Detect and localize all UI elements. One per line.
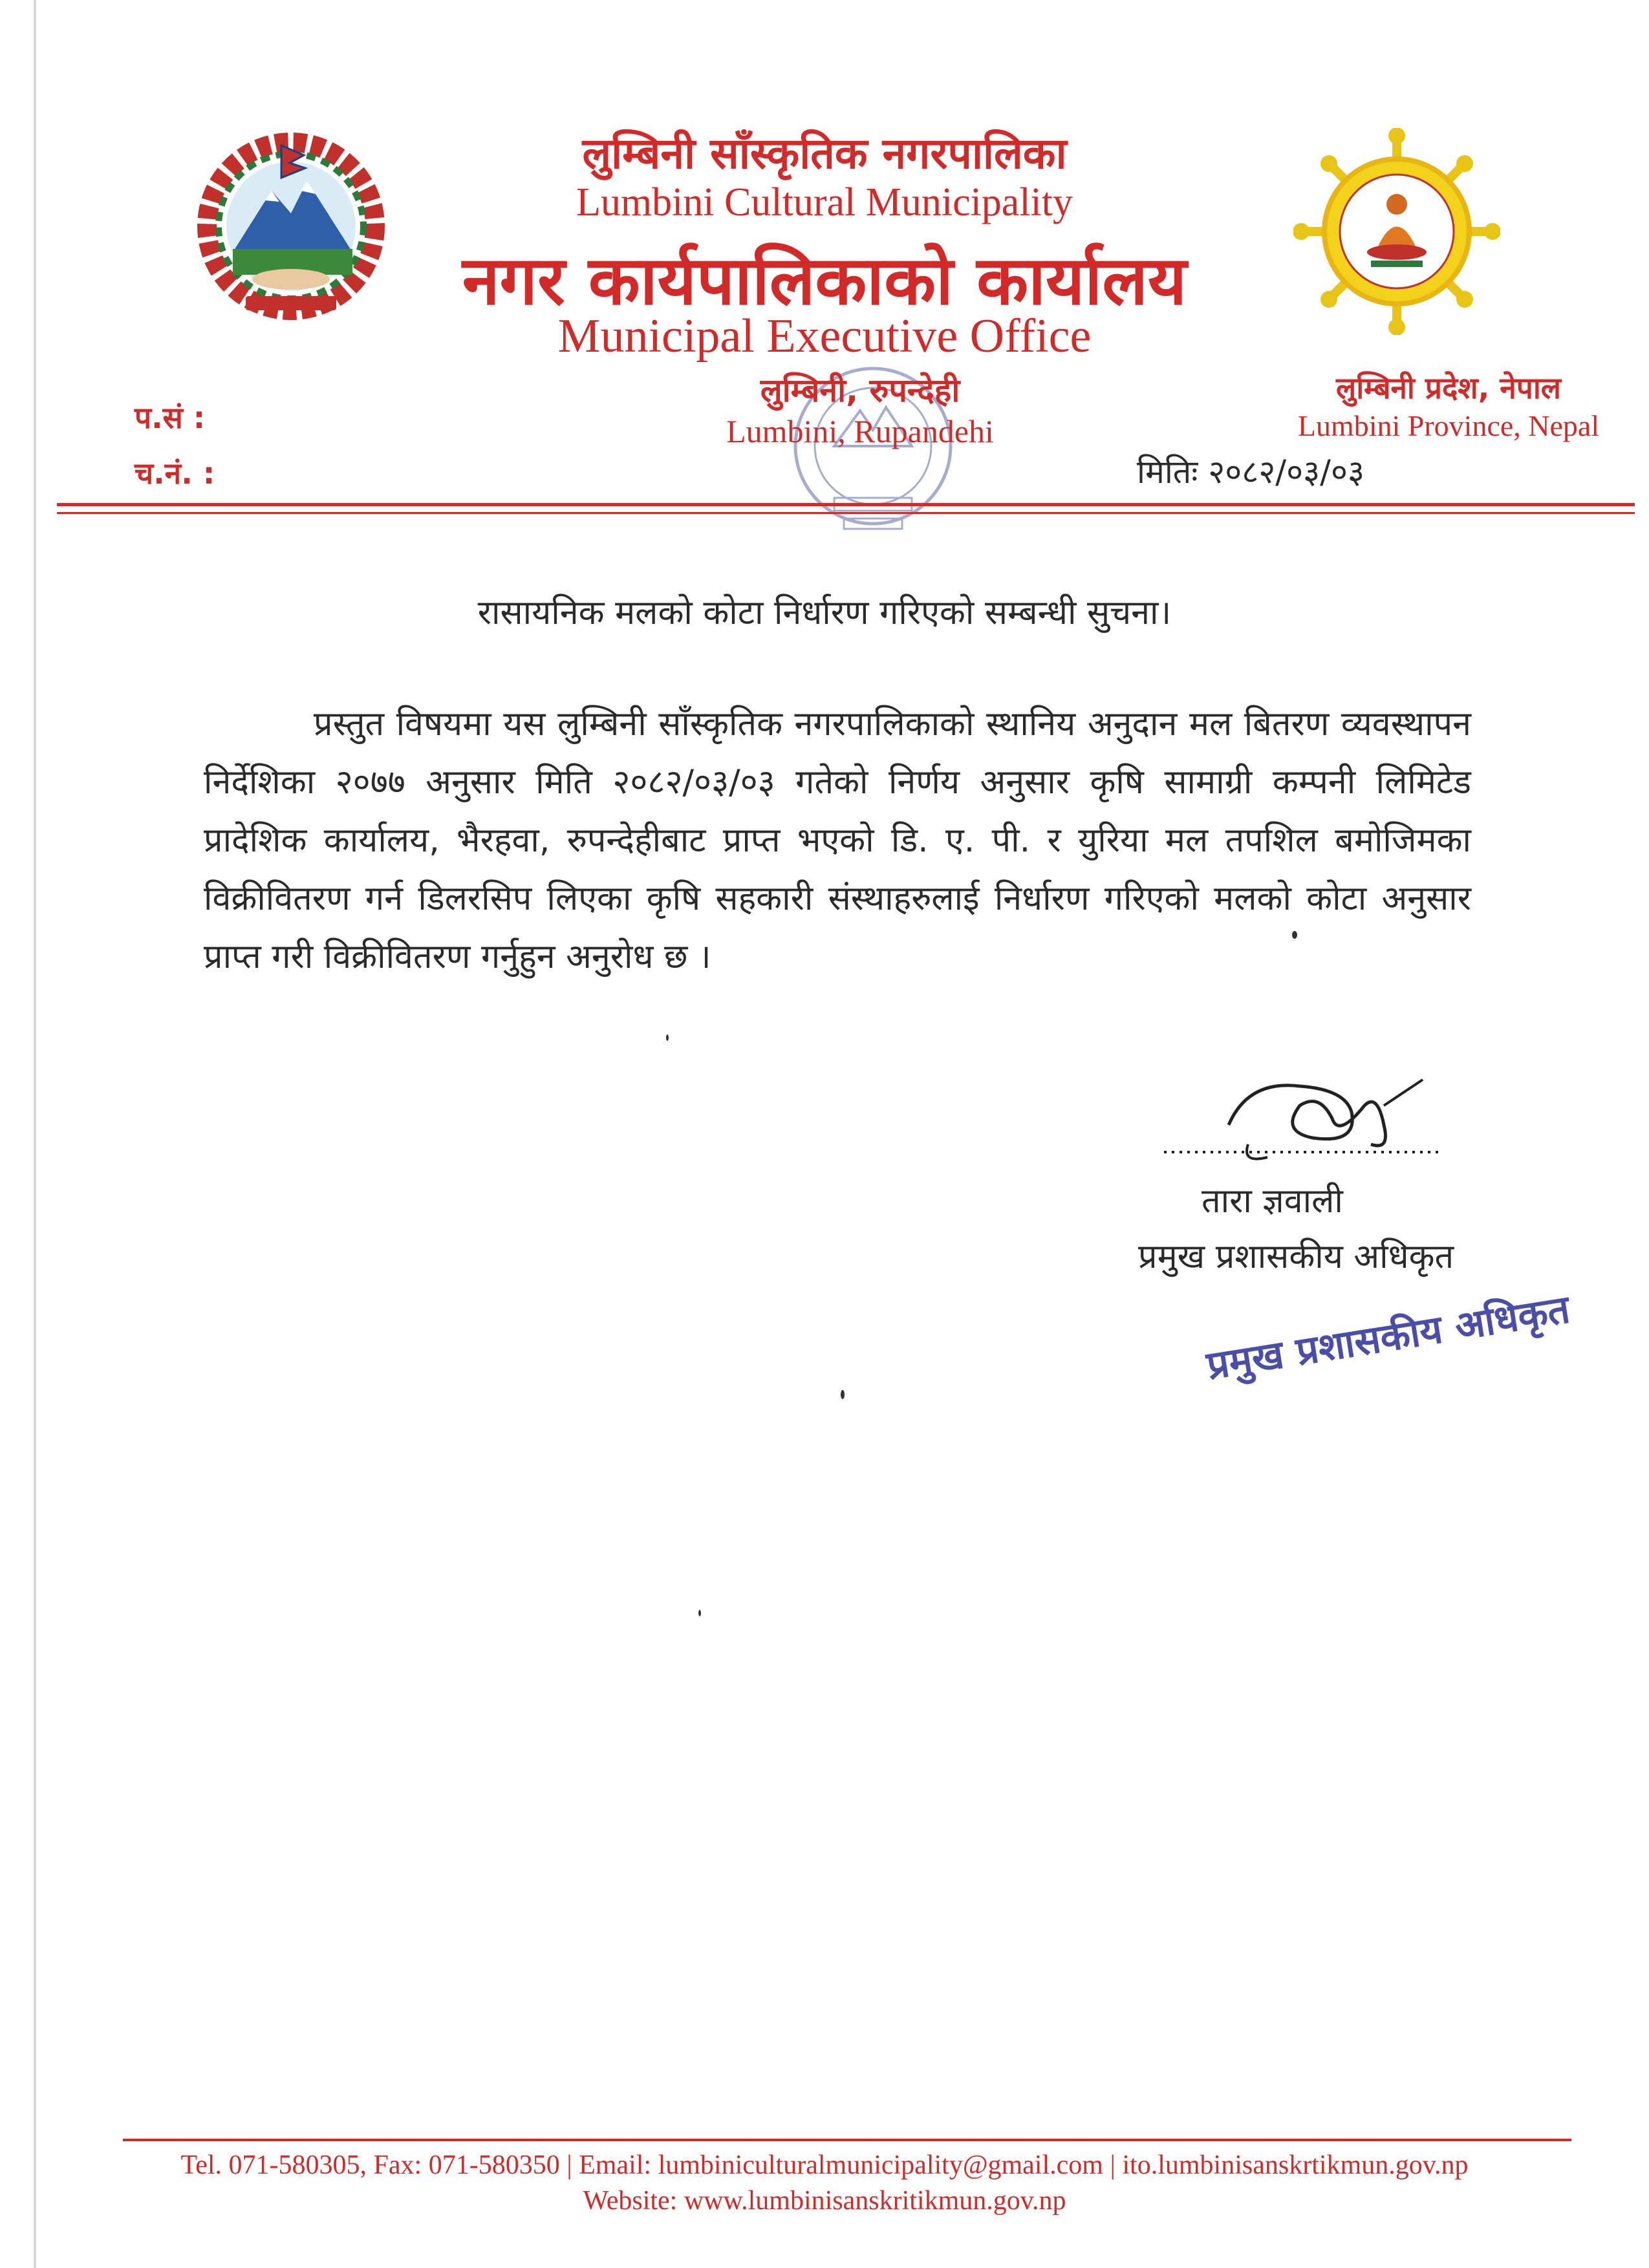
scan-speck [1292,931,1297,939]
header-rule-thick [57,503,1635,506]
signature-icon [1151,1067,1461,1177]
designation-stamp: प्रमुख प्रशासकीय अधिकृत [1203,1287,1573,1389]
signatory-name: तारा ज्ञवाली [1202,1182,1343,1221]
province-english: Lumbini Province, Nepal [1297,409,1600,442]
header-rule-thin [57,512,1635,514]
notice-subject: रासायनिक मलको कोटा निर्धारण गरिएको सम्बन्धी सुचना। [477,594,1172,632]
office-name-english: Municipal Executive Office [557,310,1092,363]
letter-date: मितिः २०८२/०३/०३ [1137,453,1364,491]
location-english: Lumbini, Rupandehi [726,413,994,449]
reference-number-label: प.सं : [135,400,206,435]
dispatch-number-label: च.नं. : [135,456,215,491]
scan-speck [841,1390,845,1399]
scan-speck [698,1610,701,1616]
scan-speck [666,1034,669,1041]
footer-contact-info: Tel. 071-580305, Fax: 071-580350 | Email: lumbiniculturalmunicipality@gmail.com | ito.lumbinisanskrtikmun.gov.np [180,2150,1469,2180]
footer-website: Website: www.lumbinisanskritikmun.gov.np [583,2186,1066,2216]
footer-rule [123,2139,1571,2141]
signatory-title: प्रमुख प्रशासकीय अधिकृत [1138,1237,1454,1276]
municipality-name-english: Lumbini Cultural Municipality [576,180,1073,224]
municipality-name-nepali: लुम्बिनी साँस्कृतिक नगरपालिका [582,129,1067,178]
province-nepali: लुम्बिनी प्रदेश, नेपाल [1336,370,1561,405]
office-name-nepali: नगर कार्यपालिकाको कार्यालय [462,241,1187,320]
location-nepali: लुम्बिनी, रुपन्देही [760,372,960,409]
notice-body: प्रस्तुत विषयमा यस लुम्बिनी साँस्कृतिक नगरपालिकाको स्थानिय अनुदान मल बितरण व्यवस्थापन निर्देशिका २०७७ अनुसार मिति २०८२/०३/०३ गतेको निर्णय अनुसार कृषि सामाग्री कम्पनी लिमिटेड प्रादेशिक कार्यालय, भैरहवा, रुपन्देहीबाट प्राप्त भएको डि. ए. पी. र युरिया मल तपशिल बमोजिमका विक्रीवितरण गर्न डिलरसिप लिएका कृषि सहकारी संस्थाहरुलाई निर्धारण गरिएको मलको कोटा अनुसार प्राप्त गरी विक्रीवितरण गर्नुहुन अनुरोध छ । [204,705,1471,976]
